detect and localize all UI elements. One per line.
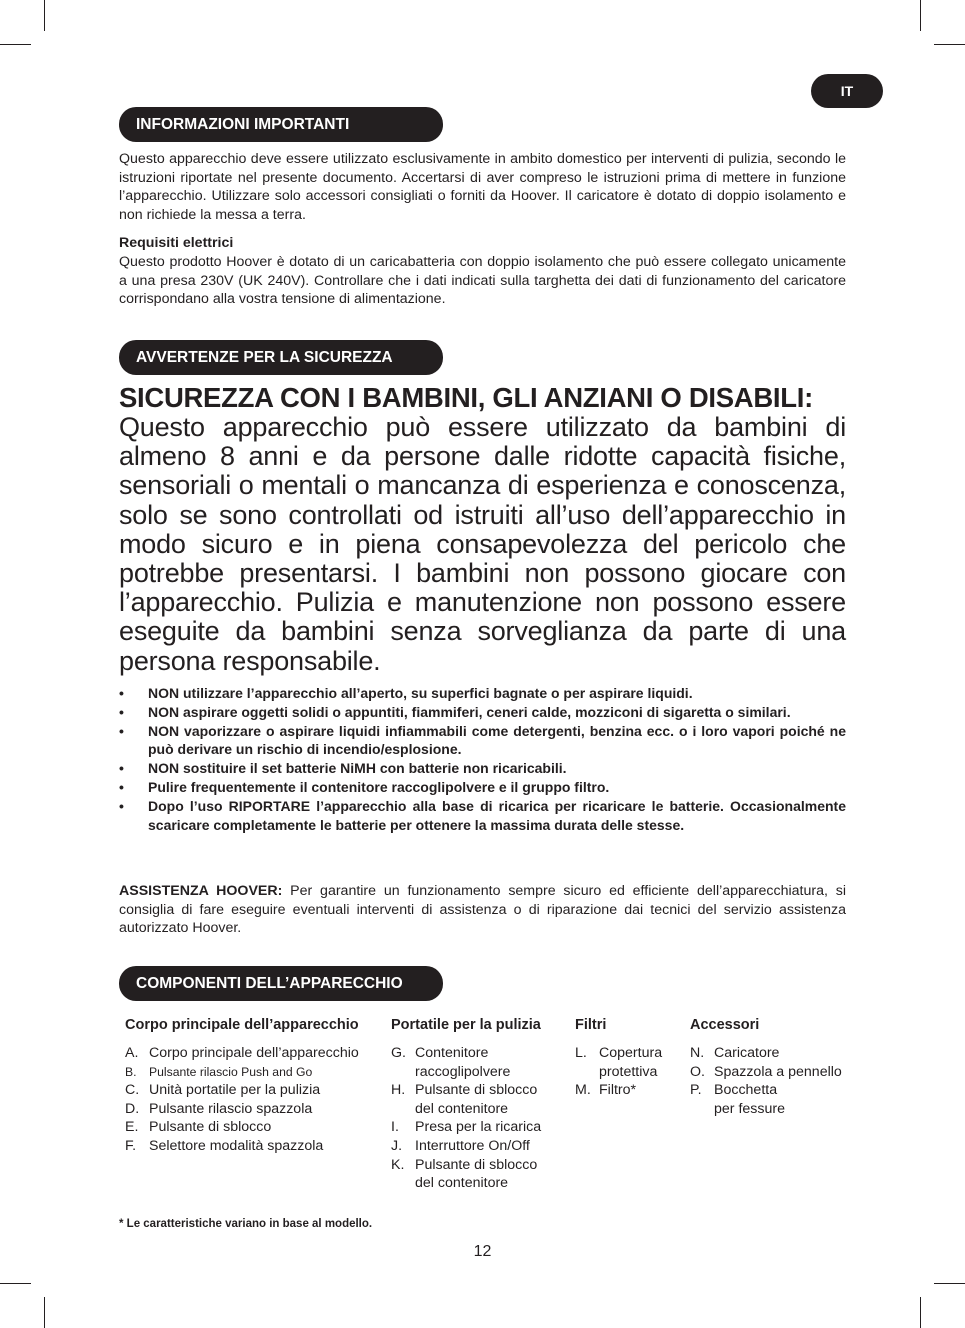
component-item: G. Contenitore raccoglipolvere	[391, 1045, 511, 1080]
component-item: K. Pulsante di sblocco del contenitore	[391, 1156, 538, 1192]
assistance-body: Per garantire un funzionamento sempre sicuro ed efficiente dell’apparecchiatura, si consiglia di fare eseguire eventuali interventi di assistenza o di riparazione dai tecnici del servizio assistenza autorizzato Hoover.	[119, 883, 846, 937]
safety-headline: SICUREZZA CON I BAMBINI, GLI ANZIANI O DISABILI:	[119, 382, 813, 413]
crop-mark	[934, 44, 965, 45]
list-item: • NON utilizzare l’apparecchio all’aperto, su superfici bagnate o per aspirare liquidi.	[119, 685, 693, 701]
page-number: 12	[473, 1243, 492, 1260]
assistance-label: ASSISTENZA HOOVER:	[119, 883, 283, 899]
language-badge: IT	[811, 74, 883, 108]
bullet-icon: •	[119, 778, 124, 795]
component-column-handheld	[391, 1016, 541, 1193]
column-heading: Filtri	[575, 1017, 607, 1033]
assistance-paragraph	[119, 882, 846, 938]
column-heading: Portatile per la pulizia	[391, 1017, 541, 1033]
important-info-block	[119, 150, 846, 309]
component-item: B. Pulsante rilascio Push and Go	[125, 1064, 313, 1079]
component-item: P. Bocchetta per fessure	[690, 1082, 785, 1117]
bullet-icon: •	[119, 703, 124, 720]
crop-mark	[44, 1297, 45, 1328]
component-item: O. Spazzola a pennello	[690, 1063, 842, 1080]
crop-mark	[920, 0, 921, 31]
important-info-body: Questo apparecchio deve essere utilizzato esclusivamente in ambito domestico per interventi di pulizia, secondo le istruzioni riportate nel presente documento. Accertarsi di aver compreso le istruzioni prima di mettere in funzione l’apparecchio. Utilizzare solo accessori consigliati o forniti da Hoover. Il caricatore è dotato di doppio isolamento e non richiede la messa a terra.	[119, 151, 846, 223]
electrical-requirements-title: Requisiti elettrici	[119, 235, 234, 252]
component-item: F. Selettore modalità spazzola	[125, 1137, 324, 1154]
bullet-icon: •	[119, 722, 124, 739]
footnote: * Le caratteristiche variano in base al modello.	[119, 1218, 373, 1230]
component-item: H. Pulsante di sblocco del contenitore	[391, 1082, 538, 1117]
list-item: • NON vaporizzare o aspirare liquidi infiammabili come detergenti, benzina ecc. o i loro vapori poiché ne può derivare un rischio di incendio/esplosione.	[119, 722, 846, 758]
column-heading: Accessori	[690, 1017, 760, 1033]
component-item: M. Filtro*	[575, 1082, 637, 1099]
component-item: L. Copertura protettiva	[575, 1045, 663, 1080]
assistance-block	[119, 882, 846, 938]
component-item: A. Corpo principale dell’apparecchio	[125, 1045, 359, 1061]
electrical-requirements-body: Questo prodotto Hoover è dotato di un caricabatteria con doppio isolamento che può essere collegato unicamente a una presa 230V (UK 240V). Controllare che i dati indicati sulla targhetta dei dati di funzionamento del caricatore corrispondano alla vostra tensione di alimentazione.	[119, 253, 846, 308]
crop-mark	[920, 1297, 921, 1328]
safety-big-text: Questo apparecchio può essere utilizzato da bambini di almeno 8 anni e da persone dalle ridotte capacità fisiche, sensoriali o mentali o mancanza di esperienza e conoscenza, solo se sono controllati od istruiti all’uso dell’apparecchio in modo sicuro e in piena consapevolezza del pericolo che potrebbe presentarsi. I bambini non possono giocare con l’apparecchio. Pulizia e manutenzione non possono essere eseguite da bambini senza sorveglianza da parte di una persona responsabile.	[119, 412, 846, 676]
list-item: • NON aspirare oggetti solidi o appuntiti, fiammiferi, ceneri calde, mozziconi di sigaretta o similari.	[119, 703, 791, 720]
crop-mark	[44, 0, 45, 31]
component-item: I. Presa per la ricarica	[391, 1119, 542, 1136]
component-column-main-body	[125, 1016, 359, 1156]
component-column-filters	[575, 1016, 662, 1100]
list-item: • Dopo l’uso RIPORTARE l’apparecchio alla base di ricarica per ricaricare le batterie. Occasionalmente scaricare completamente le batterie per ottenere la massima durata delle stesse.	[119, 797, 846, 833]
component-item: D. Pulsante rilascio spazzola	[125, 1100, 313, 1117]
component-column-accessories	[690, 1016, 842, 1118]
component-item: J. Interruttore On/Off	[391, 1137, 530, 1154]
bullet-icon: •	[119, 685, 124, 701]
component-item: N. Caricatore	[690, 1045, 780, 1061]
crop-mark	[934, 1283, 965, 1284]
section-title-safety: AVVERTENZE PER LA SICUREZZA	[119, 340, 443, 375]
section-title-important-info: INFORMAZIONI IMPORTANTI	[119, 107, 443, 142]
column-heading: Corpo principale dell’apparecchio	[125, 1017, 359, 1033]
crop-mark	[0, 44, 31, 45]
section-title-components: COMPONENTI DELL’APPARECCHIO	[119, 966, 443, 1001]
component-item: E. Pulsante di sblocco	[125, 1119, 272, 1136]
bullet-icon: •	[119, 797, 124, 814]
list-item: • NON sostituire il set batterie NiMH con batterie non ricaricabili.	[119, 760, 567, 777]
safety-bullet-list	[119, 684, 846, 834]
bullet-icon: •	[119, 760, 124, 777]
crop-mark	[0, 1283, 31, 1284]
component-item: C. Unità portatile per la pulizia	[125, 1082, 321, 1099]
list-item: • Pulire frequentemente il contenitore raccoglipolvere e il gruppo filtro.	[119, 778, 610, 795]
